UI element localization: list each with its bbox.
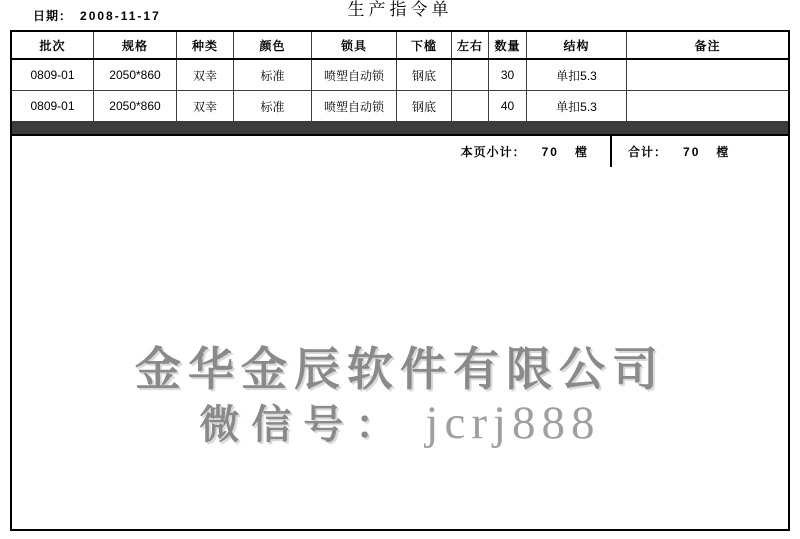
header-cell-lock: 锁具 [312,32,397,58]
header-cell-side: 左右 [452,32,489,58]
watermark-company-name: 金华金辰软件有限公司 [135,343,665,395]
subtotal-value: 70 [541,144,559,159]
page-subtotal-cell [12,136,612,167]
cell-color: 标准 [234,91,312,121]
header-cell-qty: 数量 [489,32,527,58]
header-cell-type: 种类 [177,32,234,58]
data-row [12,91,788,122]
date-label: 日期： [33,9,73,23]
watermark-wechat-id: jcrj888 [425,397,601,449]
cell-batch: 0809-01 [12,60,94,90]
order-table [10,30,790,531]
table-body [12,60,788,134]
total-value: 70 [683,144,701,159]
table-header-row [12,32,788,60]
subtotal-unit: 樘 [574,145,588,159]
cell-remark [627,60,788,90]
cell-batch: 0809-01 [12,91,94,121]
cell-side [452,60,489,90]
header-cell-sill: 下槛 [397,32,452,58]
cell-structure: 单扣5.3 [527,60,627,90]
data-row [12,60,788,91]
header-cell-color: 颜色 [234,32,312,58]
cell-qty: 30 [489,60,527,90]
cell-spec: 2050*860 [94,91,177,121]
cell-type: 双幸 [177,91,234,121]
cell-sill: 钢底 [397,91,452,121]
cell-lock: 喷塑自动锁 [312,91,397,121]
watermark-wechat-label: 微信号： [199,403,408,447]
cell-type: 双幸 [177,60,234,90]
cell-spec: 2050*860 [94,60,177,90]
table-footer-row [12,134,788,167]
cell-sill: 钢底 [397,60,452,90]
header-cell-batch: 批次 [12,32,94,58]
header-cell-spec: 规格 [94,32,177,58]
total-unit: 樘 [716,145,730,159]
header-cell-remark: 备注 [694,38,721,53]
date-value: 2008-11-17 [80,9,161,23]
cell-lock: 喷塑自动锁 [312,60,397,90]
cell-color: 标准 [234,60,312,90]
page-title: 生产指令单 [347,0,453,19]
cell-remark [627,91,788,121]
header-cell-structure: 结构 [527,32,627,58]
grand-total-cell [612,136,788,167]
cell-side [452,91,489,121]
cell-qty: 40 [489,91,527,121]
subtotal-label: 本页小计： [460,145,526,159]
cell-structure: 单扣5.3 [527,91,627,121]
total-label: 合计： [628,145,668,159]
